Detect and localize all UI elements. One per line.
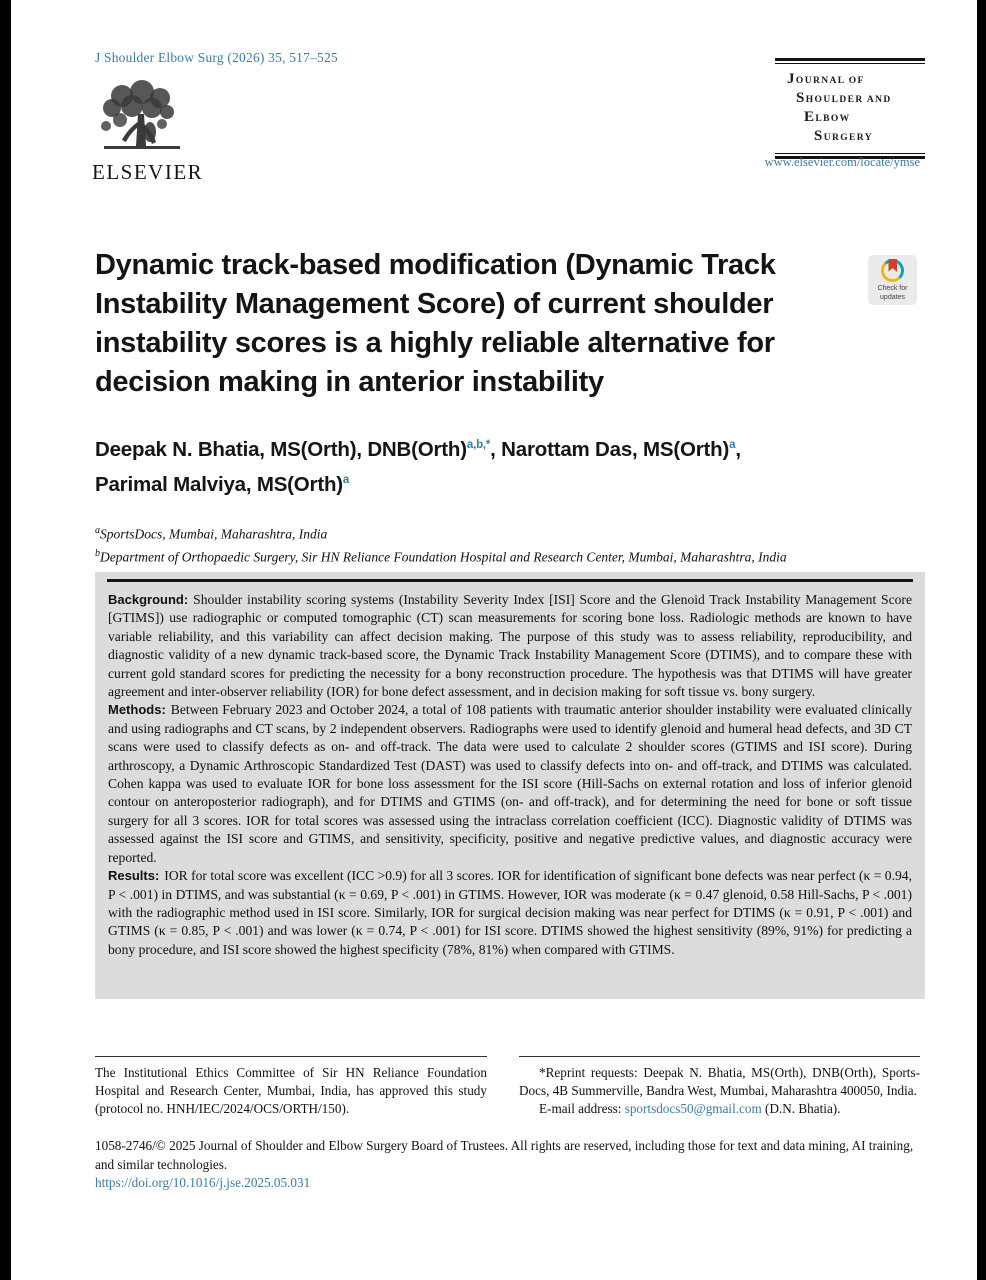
article-title: Dynamic track-based modification (Dynamic Track Instability Management Score) of current shoulder instability scores is a highly reliable alternative for decision making in anterior instability (95, 249, 776, 398)
author-list (95, 430, 840, 500)
journal-website-link[interactable]: www.elsevier.com/locate/ymse (764, 155, 920, 169)
imprint-block (95, 1137, 933, 1193)
masthead-line-3: ELBOW (804, 109, 851, 125)
journal-citation: J Shoulder Elbow Surg (2026) 35, 517–525 (95, 50, 338, 65)
affiliation-b: $^b$Department of Orthopaedic Surgery, Sir HN Reliance Foundation Hospital and Research Center, Mumbai, Maharashtra, India (95, 547, 787, 564)
masthead-line-4: SURGERY (814, 128, 873, 144)
author-superscript: a (342, 473, 350, 486)
email-line: E-mail address: sportsdocs50@gmail.com (D.N. Bhatia). (539, 1101, 841, 1116)
check-for-updates-label: Check for updates (877, 285, 908, 301)
authors-line-1: Deepak N. Bhatia, MS(Orth), DNB(Orth)$^{a,b,*}$, Narottam Das, MS(Orth)$^a$, (95, 437, 741, 461)
affiliations (95, 521, 925, 566)
check-for-updates-badge[interactable] (868, 255, 917, 305)
masthead-rule-bottom-thin (775, 153, 925, 154)
masthead-line-1: JOURNAL OF (787, 71, 865, 87)
elsevier-tree-logo (92, 80, 192, 160)
abstract-results: Results: IOR for total score was excellent (ICC >0.9) for all 3 scores. IOR for identification of significant bone defects was near perfect (κ = 0.94, P < .001) in DTIMS, and was substantial (κ = 0.69, P < .001) in GTIMS. However, IOR was moderate (κ = 0.47 glenoid, 0.58 Hill-Sachs, P < .001) with the radiographic method used in ISI score. Similarly, IOR for surgical decision making was near perfect for DTIMS (κ = 0.91, P < .001) and GTIMS (κ = 0.85, P < .001) and was lower (κ = 0.74, P < .001) for ISI score. DTIMS showed the highest sensitivity (89%, 91%) for predicting a bony procedure, and ISI score showed the highest specificity (78%, 81%) when compared with GTIMS. (108, 868, 912, 957)
authors-line-2: Parimal Malviya, MS(Orth)$^a$ (95, 472, 350, 496)
page-right-edge (977, 0, 986, 1280)
author-superscript: a,b,* (466, 439, 491, 451)
reprint-request-text: *Reprint requests: Deepak N. Bhatia, MS(Orth), DNB(Orth), Sports-Docs, 4B Summerville, Bandra West, Mumbai, Maharashtra 400050, India. (519, 1065, 920, 1098)
author-superscript: a (729, 439, 736, 451)
copyright-notice: 1058-2746/© 2025 Journal of Shoulder and Elbow Surgery Board of Trustees. All rights are reserved, including those for text and data mining, AI training, and similar technologies. (95, 1138, 914, 1172)
abstract-results-label: Results: (108, 868, 160, 884)
abstract-body (95, 582, 925, 959)
crossmark-bookmark-icon (888, 259, 897, 272)
masthead-title (775, 64, 925, 153)
crossmark-icon (881, 259, 904, 282)
page-left-edge (0, 0, 11, 1280)
abstract-background: Background: Shoulder instability scoring systems (Instability Severity Index [ISI] Score and the Glenoid Track Instability Management Score [GTIMS]) use radiographic or computed tomographic (CT) scan measurements for scoring bone loss. Radiologic methods are known to have variable reliability, and this variability can affect decision making. The purpose of this study was to assess reliability, reproducibility, and diagnostic validity of a new dynamic track-based score, the Dynamic Track Instability Management Score (DTIMS), and to compare these with current gold standard scores for predicting the necessity for a bony reconstruction procedure. The hypothesis was that DTIMS will have greater agreement and inter-observer reliability (IOR) for bone defect assessment, and in decision making for soft tissue vs. bony surgery. (108, 592, 912, 700)
abstract-methods-label: Methods: (108, 702, 166, 718)
masthead-line-2: SHOULDER AND (796, 90, 892, 106)
affiliation-a: $^a$SportsDocs, Mumbai, Maharashtra, India (95, 525, 328, 542)
doi-link[interactable]: https://doi.org/10.1016/j.jse.2025.05.031 (95, 1175, 311, 1190)
abstract-background-label: Background: (108, 592, 189, 607)
masthead-rule-top-thick (775, 58, 925, 61)
ethics-footnote: The Institutional Ethics Committee of Sir HN Reliance Foundation Hospital and Research Center, Mumbai, India, has approved this study (protocol no. HNH/IEC/2024/OCS/ORTH/150). (95, 1056, 487, 1118)
journal-masthead (775, 58, 925, 159)
abstract-box (95, 572, 925, 999)
email-link[interactable]: sportsdocs50@gmail.com (624, 1101, 762, 1116)
reprint-footnote (519, 1056, 920, 1118)
abstract-methods: Methods: Between February 2023 and October 2024, a total of 108 patients with traumatic anterior shoulder instability were evaluated clinically and using radiographs and CT scans, by 2 independent observers. Radiographs were used to identify glenoid and humeral head defects, and 3D CT scans were used to classify defects as on- and off-track. The data were used to calculate 2 shoulder scores (GTIMS and ISI score). During arthroscopy, a Dynamic Arthroscopic Standardized Test (DAST) was used to classify defects into on- and off-track, and DTIMS was calculated. Cohen kappa was used to evaluate IOR for bone loss assessment for the ISI score (Hill-Sachs on external rotation and loss of inferior glenoid contour on anteroposterior radiograph), and for DTIMS and GTIMS (on- and off-track), and for determining the need for bone or soft tissue surgery for all 3 scores. IOR for total scores was assessed using the intraclass correlation coefficient (ICC). Diagnostic validity of DTIMS was assessed against the ISI score and GTIMS, and sensitivity, specificity, positive and negative predictive values, and diagnostic accuracy were reported. (108, 702, 912, 865)
elsevier-wordmark: ELSEVIER (92, 160, 204, 184)
